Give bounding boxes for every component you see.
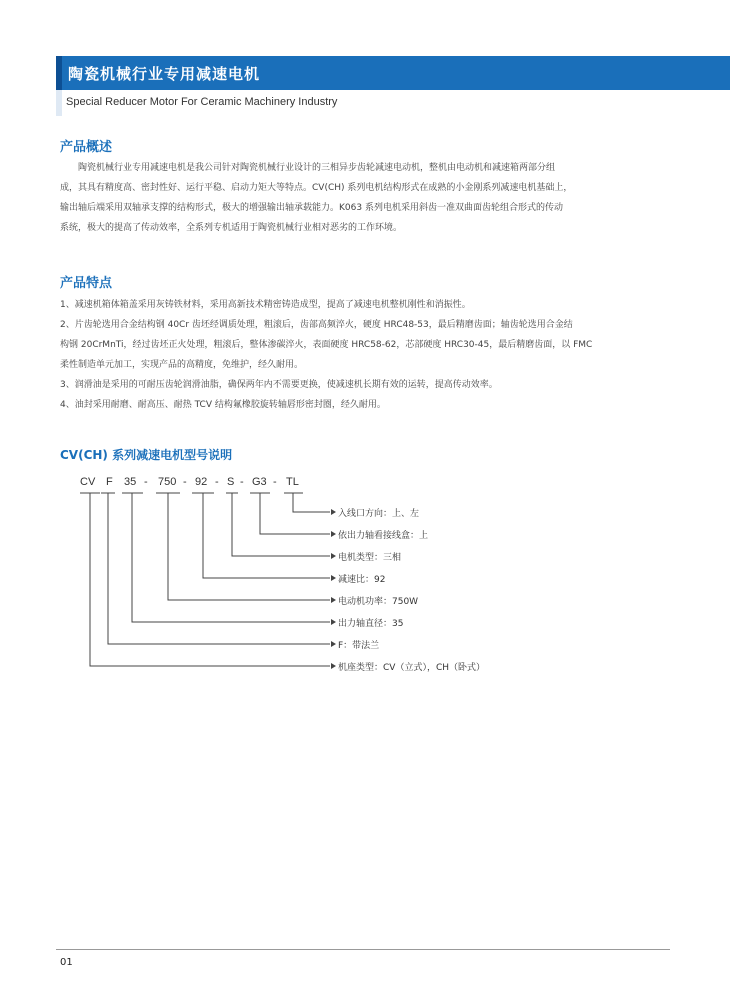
code-token: - <box>144 476 148 488</box>
leader-line <box>232 493 330 556</box>
code-token: F <box>106 476 113 488</box>
leader-line <box>108 493 330 644</box>
code-token: - <box>215 476 219 488</box>
arrow-head <box>331 575 336 581</box>
code-token: - <box>273 476 277 488</box>
legend-item: 电动机功率：750W <box>338 597 419 607</box>
arrow-head <box>331 531 336 537</box>
leader-line <box>90 493 330 666</box>
leader-line <box>168 493 330 600</box>
feature-line: 1、减速机箱体箱盖采用灰铸铁材料，采用高新技术精密铸造成型，提高了减速电机整机刚性和消振性。 <box>60 300 471 310</box>
leader-line <box>293 493 330 512</box>
legend-item: 减速比：92 <box>338 575 386 585</box>
overview-line: 系统，极大的提高了传动效率，全系列专机适用于陶瓷机械行业相对恶劣的工作环境。 <box>60 223 403 233</box>
footer-divider <box>56 949 670 950</box>
model-heading: CV(CH) 系列减速电机型号说明 <box>60 448 233 462</box>
leader-line <box>203 493 330 578</box>
features-heading: 产品特点 <box>60 276 113 291</box>
legend-item: 入线口方向：上、左 <box>338 509 420 519</box>
arrow-head <box>331 619 336 625</box>
feature-line: 柔性制造单元加工，实现产品的高精度，免维护，经久耐用。 <box>60 360 304 370</box>
feature-line: 4、油封采用耐磨、耐高压、耐热 TCV 结构氟橡胶旋转轴唇形密封圈，经久耐用。 <box>60 400 386 410</box>
legend-item: 出力轴直径：35 <box>338 619 404 629</box>
code-token: - <box>240 476 244 488</box>
legend-item: 依出力轴看接线盒：上 <box>338 531 429 541</box>
leader-line <box>260 493 330 534</box>
feature-line: 2、片齿轮选用合金结构钢 40Cr 齿坯经调质处理，粗滚后，齿部高频淬火，硬度 HRC48-53，最后精磨齿面；轴齿轮选用合金结 <box>60 320 573 330</box>
overview-line: 输出轴后端采用双轴承支撑的结构形式，极大的增强输出轴承载能力。K063 系列电机采用斜齿一准双曲面齿轮组合形式的传动 <box>60 203 563 213</box>
overview-line: 成，其具有精度高、密封性好、运行平稳、启动力矩大等特点。CV(CH) 系列电机结构形式在成熟的小金刚系列减速电机基础上， <box>60 183 573 193</box>
arrow-head <box>331 641 336 647</box>
arrow-head <box>331 663 336 669</box>
code-token: 35 <box>124 476 137 488</box>
arrow-head <box>331 597 336 603</box>
code-token: CV <box>80 476 96 488</box>
page-subtitle: Special Reducer Motor For Ceramic Machinery Industry <box>66 96 338 108</box>
code-token: - <box>183 476 187 488</box>
page-title: 陶瓷机械行业专用减速电机 <box>68 65 261 83</box>
feature-line: 3、润滑油是采用的可耐压齿轮润滑油脂，确保两年内不需要更换，使减速机长期有效的运转，提高传动效率。 <box>60 380 498 390</box>
feature-line: 构钢 20CrMnTi，经过齿坯正火处理，粗滚后，整体渗碳淬火，表面硬度 HRC58-62，芯部硬度 HRC30-45，最后精磨齿面，以 FMC <box>60 340 593 350</box>
legend-item: 电机类型：三相 <box>338 553 402 563</box>
overview-line: 陶瓷机械行业专用减速电机是我公司针对陶瓷机械行业设计的三相异步齿轮减速电动机，整机由电动机和减速箱两部分组 <box>78 163 556 173</box>
code-token: TL <box>286 476 299 488</box>
arrow-head <box>331 509 336 515</box>
code-token: S <box>227 476 235 488</box>
overview-heading: 产品概述 <box>60 140 113 155</box>
legend-item: F：带法兰 <box>338 641 380 651</box>
arrow-head <box>331 553 336 559</box>
page-number: 01 <box>60 957 73 968</box>
code-token: G3 <box>252 476 267 488</box>
legend-item: 机座类型：CV（立式），CH（卧式） <box>338 663 485 673</box>
code-token: 750 <box>158 476 177 488</box>
code-token: 92 <box>195 476 208 488</box>
